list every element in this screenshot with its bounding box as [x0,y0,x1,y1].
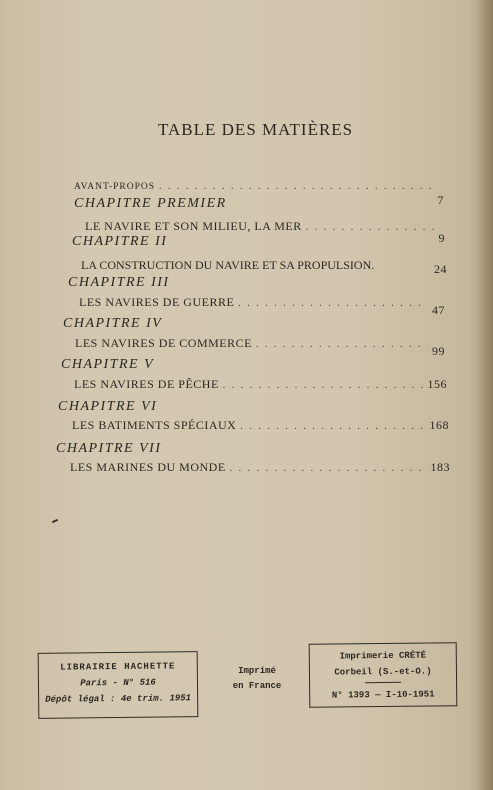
imprime-line2: en France [232,681,282,691]
toc-entry-label: LES NAVIRES DE COMMERCE [75,336,252,350]
publisher-box [38,651,199,719]
printer-name: Imprimerie CRÉTÉ [339,650,427,662]
toc-entry [79,295,445,317]
toc-entry-label: LES MARINES DU MONDE [70,460,226,474]
leader-dots [223,380,424,391]
toc-entry-label: LES NAVIRES DE PÊCHE [74,377,219,391]
depot-legal: Dépôt légal : 4e trim. 1951 [45,693,192,705]
toc-page-number: 99 [432,344,445,358]
toc-entry [81,258,447,276]
toc-page-number: 168 [429,418,449,432]
chapter-heading: CHAPITRE IV [63,316,163,331]
chapter-heading: CHAPITRE III [68,275,170,290]
toc-entry [70,460,450,475]
toc-page-number: 9 [438,231,445,245]
toc-page-number: 156 [427,377,447,391]
leader-dots [238,298,428,309]
imprime-en-france [222,664,292,694]
page-title: TABLE DES MATIÈRES [158,120,354,139]
imprime-line1: Imprimé [238,666,276,676]
toc-entry-label: LES NAVIRES DE GUERRE [79,295,235,309]
printer-ref: N° 1393 — I-10-1951 [331,689,435,701]
chapter-heading: CHAPITRE II [72,234,168,249]
toc-entry-label: AVANT-PROPOS [74,182,155,192]
chapter-heading: CHAPITRE VI [58,399,158,414]
toc-entry-label: LE NAVIRE ET SON MILIEU, LA MER [85,219,302,233]
separator-rule [365,682,401,683]
toc-entry [74,377,447,392]
toc-page-number: 47 [432,303,445,317]
toc-page-number: 183 [430,460,450,474]
printer-box [309,642,458,708]
toc-page-number: 7 [437,193,444,207]
leader-dots [240,421,425,432]
publisher-ref: Paris - N° 516 [80,677,156,689]
toc-entry-label: LES BATIMENTS SPÉCIAUX [72,418,237,432]
publisher-name: LIBRAIRIE HACHETTE [60,661,176,673]
toc-page-number: 24 [434,262,447,276]
toc-entry [75,336,445,358]
leader-dots [230,463,427,474]
toc-entry [72,418,449,433]
chapter-heading: CHAPITRE PREMIER [74,196,227,211]
leader-dots [159,181,434,192]
chapter-heading: CHAPITRE V [61,357,155,372]
leader-dots [256,339,428,350]
printer-city: Corbeil (S.-et-O.) [334,666,432,678]
chapter-heading: CHAPITRE VII [56,441,162,456]
leader-dots [306,222,435,233]
toc-entry-label: LA CONSTRUCTION DU NAVIRE ET SA PROPULSION. [81,258,375,272]
